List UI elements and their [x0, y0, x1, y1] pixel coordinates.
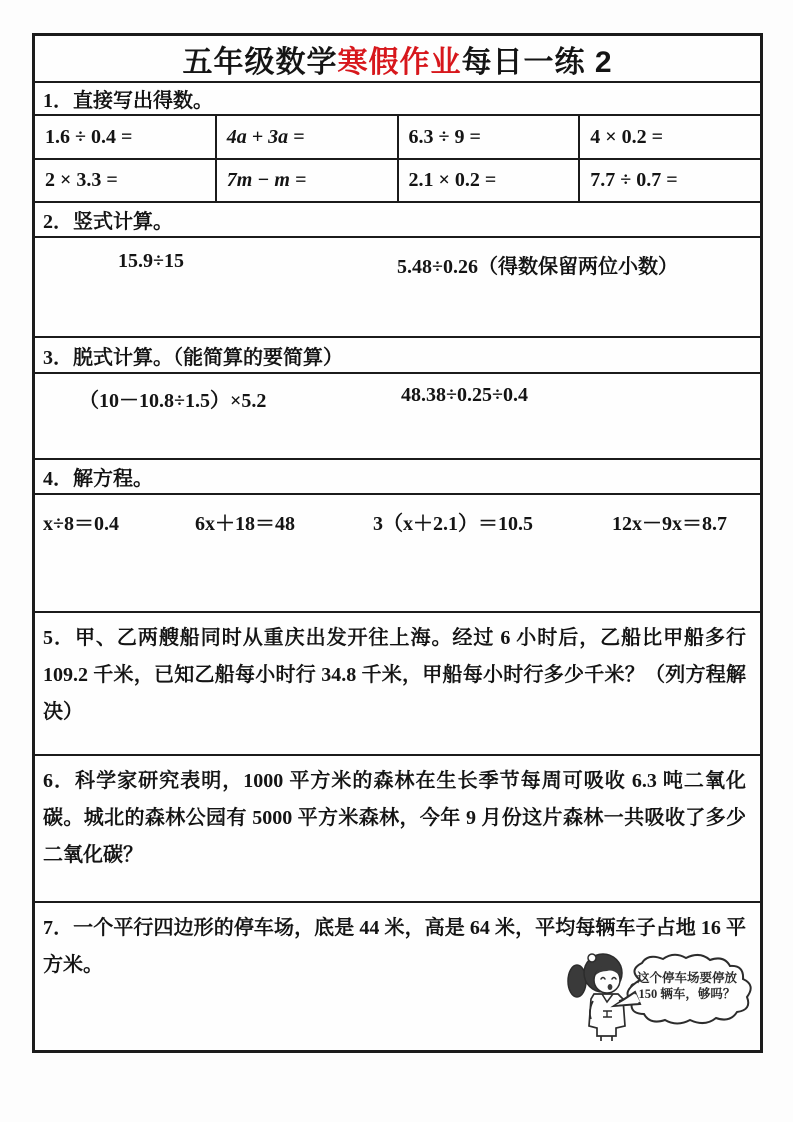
problem-expression: 15.9÷15: [118, 250, 184, 272]
question-4-workspace: [35, 495, 760, 613]
speech-bubble-text: [628, 970, 746, 1002]
question-4-header: [35, 460, 760, 495]
title-part1: 五年级数学: [182, 45, 338, 79]
calc-cell: 4a + 3a =: [217, 116, 399, 158]
speech-bubble-line2: 150 辆车，够吗？: [638, 987, 736, 1001]
question-5-text: 5．甲、乙两艘船同时从重庆出发开往上海。经过 6 小时后，乙船比甲船多行 109.2 千米，已知乙船每小时行 34.8 千米，甲船每小时行多少千米？（列方程解决）: [43, 627, 746, 723]
question-1-header: [35, 83, 760, 116]
equation: 6x＋18＝48: [195, 513, 295, 535]
equation: 3（x＋2.1）＝10.5: [373, 513, 533, 535]
speech-bubble: [616, 954, 758, 1032]
worksheet: [32, 33, 763, 1053]
page-title: [35, 36, 760, 83]
oral-calc-row-2: [35, 160, 760, 203]
calc-cell: 6.3 ÷ 9 =: [399, 116, 581, 158]
question-3-workspace: [35, 374, 760, 460]
question-1-title: 1．直接写出得数。: [43, 90, 213, 112]
question-2-title: 2．竖式计算。: [43, 211, 173, 233]
question-6: [35, 756, 760, 903]
problem-expression: 48.38÷0.25÷0.4: [401, 384, 528, 406]
problem-expression: 5.48÷0.26（得数保留两位小数）: [397, 256, 678, 278]
question-3-header: [35, 338, 760, 374]
equation: x÷8＝0.4: [43, 513, 119, 535]
question-4-title: 4．解方程。: [43, 468, 153, 490]
oral-calc-row-1: [35, 116, 760, 160]
question-2-header: [35, 203, 760, 238]
title-highlight: 寒假作业: [337, 45, 462, 79]
question-7: [35, 903, 760, 1050]
calc-cell: 2.1 × 0.2 =: [399, 160, 581, 201]
calc-cell: 4 × 0.2 =: [590, 125, 664, 148]
calc-cell: 7.7 ÷ 0.7 =: [590, 169, 678, 191]
calc-cell: 1.6 ÷ 0.4 =: [35, 116, 217, 158]
problem-expression: （10－10.8÷1.5）×5.2: [79, 390, 267, 412]
question-3-title: 3．脱式计算。（能简算的要简算）: [43, 346, 343, 369]
equation: 12x－9x＝8.7: [612, 513, 727, 535]
question-5: [35, 613, 760, 756]
title-part2: 每日一练 2: [461, 45, 613, 79]
cartoon-area: [550, 952, 758, 1048]
question-2-workspace: [35, 238, 760, 338]
calc-cell: 7m − m =: [217, 160, 399, 201]
question-6-text: 6．科学家研究表明，1000 平方米的森林在生长季节每周可吸收 6.3 吨二氧化碳。城北的森林公园有 5000 平方米森林，今年 9 月份这片森林一共吸收了多少二氧化碳？: [43, 770, 746, 866]
calc-cell: 2 × 3.3 =: [35, 160, 217, 201]
question-7-text: 7．一个平行四边形的停车场，底是 44 米，高是 64 米，平均每辆车子占地 16 平方米。: [43, 917, 746, 976]
speech-bubble-line1: 这个停车场要停放: [636, 971, 737, 985]
